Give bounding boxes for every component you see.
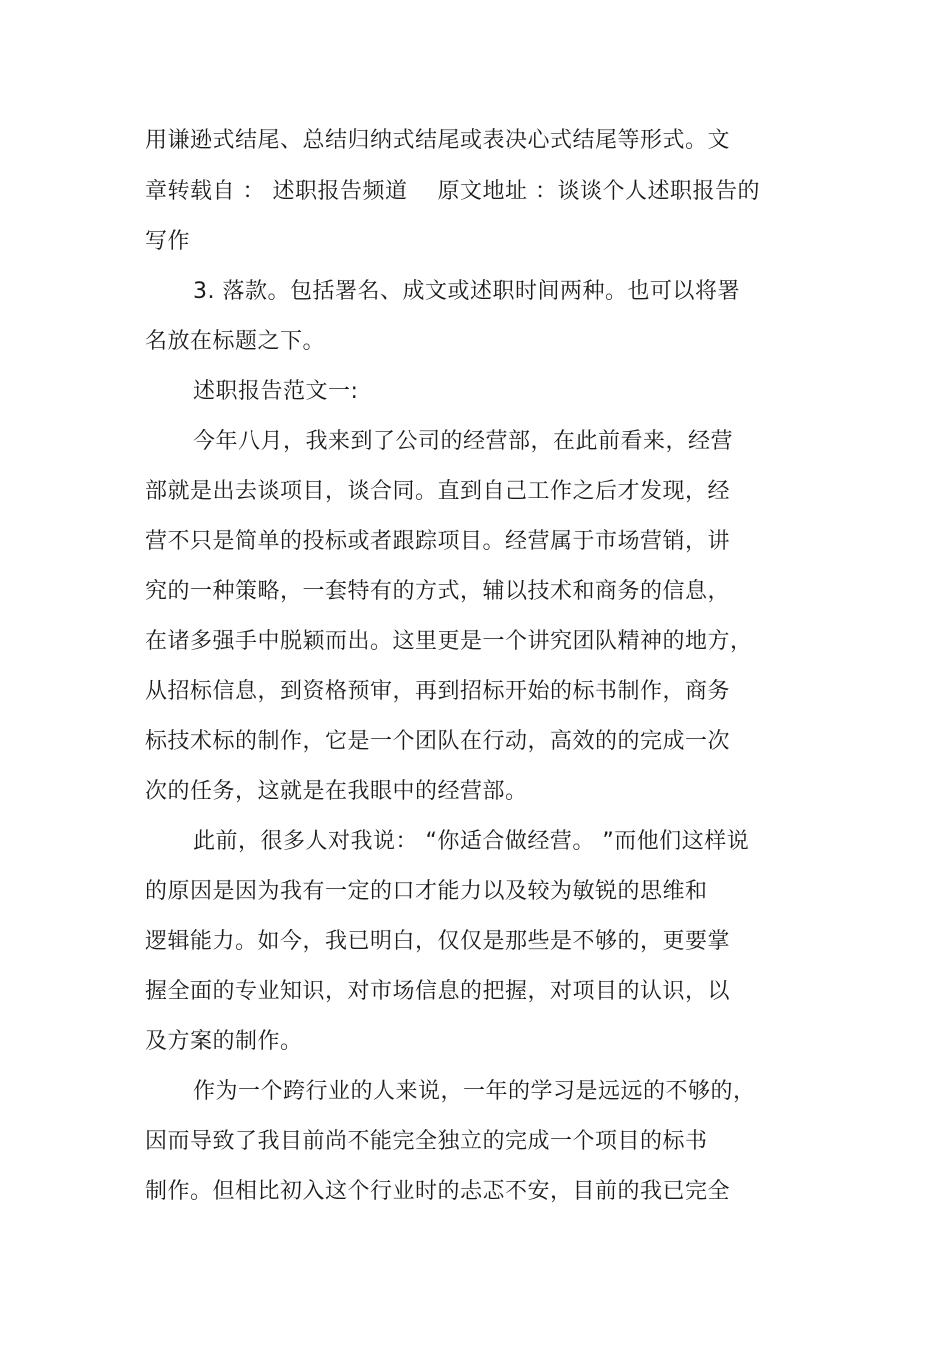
text-line-7: 今年八月，我来到了公司的经营部，在此前看来，经营 [193,429,734,454]
text-line-11: 在诸多强手中脱颖而出。这里更是一个讲究团队精神的地方， [145,629,753,654]
text-line-9: 营不只是简单的投标或者跟踪项目。经营属于市场营销，讲 [145,529,731,554]
text-line-22: 制作。但相比初入这个行业时的忐忑不安，目前的我已完全 [145,1179,731,1204]
section-heading: 述职报告范文一: [193,379,359,404]
text-line-12: 从招标信息，到资格预审，再到招标开始的标书制作，商务 [145,679,731,704]
source-label: 章转载自 ： 述职报告频道 [145,179,408,204]
text-line-14: 次的任务，这就是在我眼中的经营部。 [145,779,528,804]
text-line-8: 部就是出去谈项目，谈合同。直到自己工作之后才发现，经 [145,479,731,504]
text-line-1: 用谦逊式结尾、总结归纳式结尾或表决心式结尾等形式。文 [145,128,731,153]
text-line-19: 及方案的制作。 [145,1029,303,1054]
original-address: 原文地址 ：谈谈个人述职报告的 [437,179,760,204]
text-line-5: 名放在标题之下。 [145,329,326,354]
text-line-15: 此前，很多人对我说： “你适合做经营。 ”而他们这样说 [193,829,750,854]
text-line-21: 因而导致了我目前尚不能完全独立的完成一个项目的标书 [145,1129,708,1154]
text-line-13: 标技术标的制作，它是一个团队在行动，高效的的完成一次 [145,729,731,754]
text-line-4: 3. 落款。包括署名、成文或述职时间两种。也可以将署 [193,279,740,304]
text-line-3: 写作 [145,229,191,254]
text-line-16: 的原因是因为我有一定的口才能力以及较为敏锐的思维和 [145,879,708,904]
text-line-2 [145,177,760,207]
text-line-20: 作为一个跨行业的人来说，一年的学习是远远的不够的， [193,1079,756,1104]
text-line-17: 逻辑能力。如今，我已明白，仅仅是那些是不够的，更要掌 [145,929,731,954]
text-line-10: 究的一种策略，一套特有的方式，辅以技术和商务的信息， [145,579,731,604]
text-line-18: 握全面的专业知识，对市场信息的把握，对项目的认识，以 [145,979,731,1004]
